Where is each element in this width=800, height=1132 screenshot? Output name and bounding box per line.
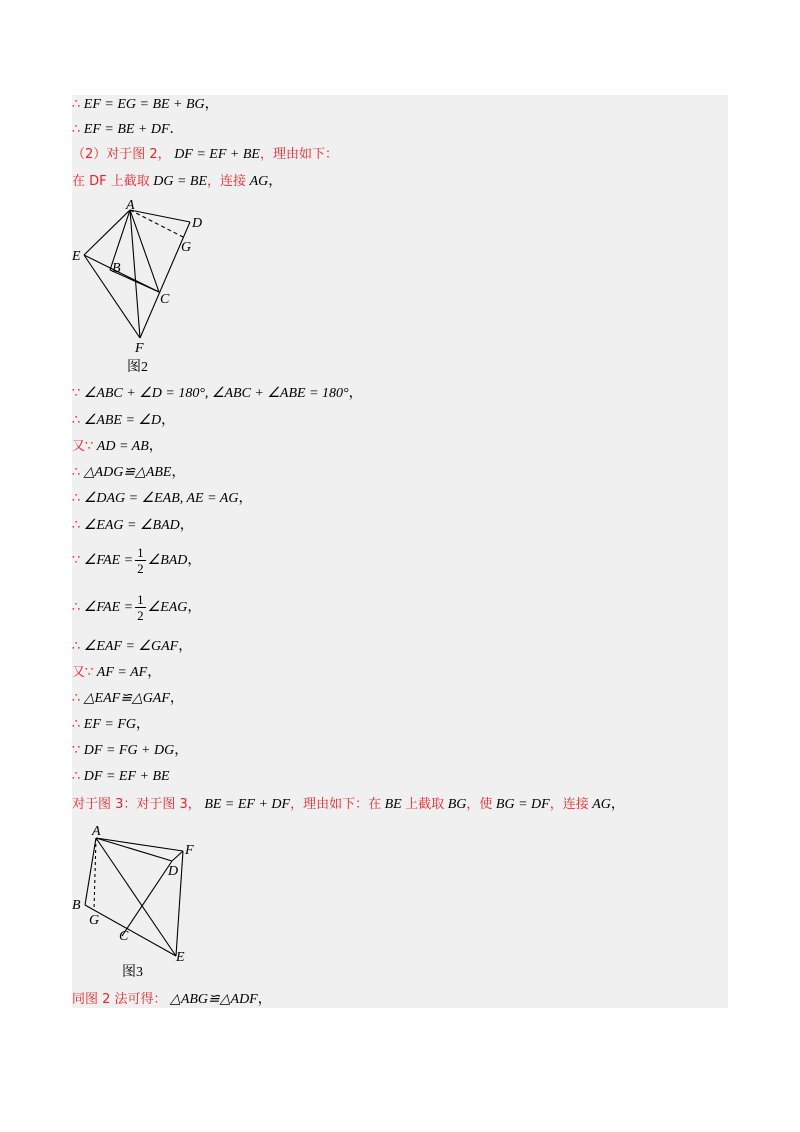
proof-line-6: ∴ ∠ABE = ∠D， bbox=[72, 413, 176, 428]
proof-line-2: ∴ EF = BE + DF． bbox=[72, 122, 184, 137]
proof-line-10: ∴ ∠EAG = ∠BAD， bbox=[72, 518, 194, 533]
figure-2-diagram bbox=[72, 200, 212, 375]
label-E: E bbox=[72, 249, 81, 264]
proof-line-13: ∴ ∠EAF = ∠GAF， bbox=[72, 639, 193, 654]
proof-line-7: 又∵ AD = AB， bbox=[72, 439, 163, 454]
segment-DC bbox=[122, 861, 172, 936]
segment-FD bbox=[172, 851, 183, 861]
proof-line-1: ∴ EF = EG = BE + BG， bbox=[72, 97, 219, 112]
label-C: C bbox=[119, 929, 129, 944]
construction-line: 在 DF 上截取 DG = BE，连接 AG， bbox=[72, 174, 283, 189]
proof-line-8: ∴ △ADG≌△ABE， bbox=[72, 465, 186, 480]
part-2-heading: （2）对于图 2， DF = EF + BE，理由如下： bbox=[72, 147, 338, 162]
segment-AF bbox=[130, 210, 140, 338]
proof-line-conclusion: ∴ DF = EF + BE bbox=[72, 769, 170, 784]
proof-line-angles: ∵ ∠ABC + ∠D = 180°, ∠ABC + ∠ABE = 180°， bbox=[72, 386, 363, 401]
figure-3-diagram bbox=[72, 823, 212, 983]
proof-line-9: ∴ ∠DAG = ∠EAB, AE = AG， bbox=[72, 491, 253, 506]
part-3-heading: 对于图 3：对于图 3， BE = EF + DF，理由如下：在 BE 上截取 BG，使 BG = DF，连接 AG， bbox=[72, 797, 625, 812]
proof-line-17: ∵ DF = FG + DG， bbox=[72, 743, 189, 758]
proof-line-16: ∴ EF = FG， bbox=[72, 717, 150, 732]
segment-AD bbox=[96, 838, 172, 861]
label-F: F bbox=[135, 341, 144, 356]
segment-AF bbox=[96, 838, 183, 851]
label-C: C bbox=[160, 292, 170, 307]
final-line: 同图 2 法可得： △ABG≌△ADF， bbox=[72, 992, 272, 1007]
label-F: F bbox=[185, 843, 194, 858]
label-G: G bbox=[181, 240, 192, 255]
figure-2-caption: 图2 bbox=[127, 360, 148, 375]
segment-AE bbox=[84, 210, 130, 255]
label-A: A bbox=[92, 824, 101, 839]
label-D: D bbox=[168, 864, 179, 879]
figure-3-caption: 图3 bbox=[122, 965, 143, 980]
proof-line-fraction-1: ∵ ∠FAE = $\frac{1}{2}$ ∠BAD， bbox=[72, 545, 202, 577]
segment-AE bbox=[96, 838, 179, 956]
label-B: B bbox=[72, 898, 81, 913]
segment-AD bbox=[130, 210, 190, 222]
label-D: D bbox=[192, 216, 203, 231]
proof-line-14: 又∵ AF = AF， bbox=[72, 665, 162, 680]
proof-line-fraction-2: ∴ ∠FAE = $\frac{1}{2}$ ∠EAG， bbox=[72, 592, 202, 624]
label-A: A bbox=[126, 198, 135, 213]
fraction-half: $\frac{1}{2}$ bbox=[137, 592, 144, 624]
proof-line-15: ∴ △EAF≌△GAF， bbox=[72, 691, 184, 706]
label-G: G bbox=[89, 913, 100, 928]
fraction-half: $\frac{1}{2}$ bbox=[137, 545, 144, 577]
solution-page bbox=[72, 95, 728, 1008]
label-E: E bbox=[176, 950, 185, 965]
label-B: B bbox=[112, 261, 121, 276]
